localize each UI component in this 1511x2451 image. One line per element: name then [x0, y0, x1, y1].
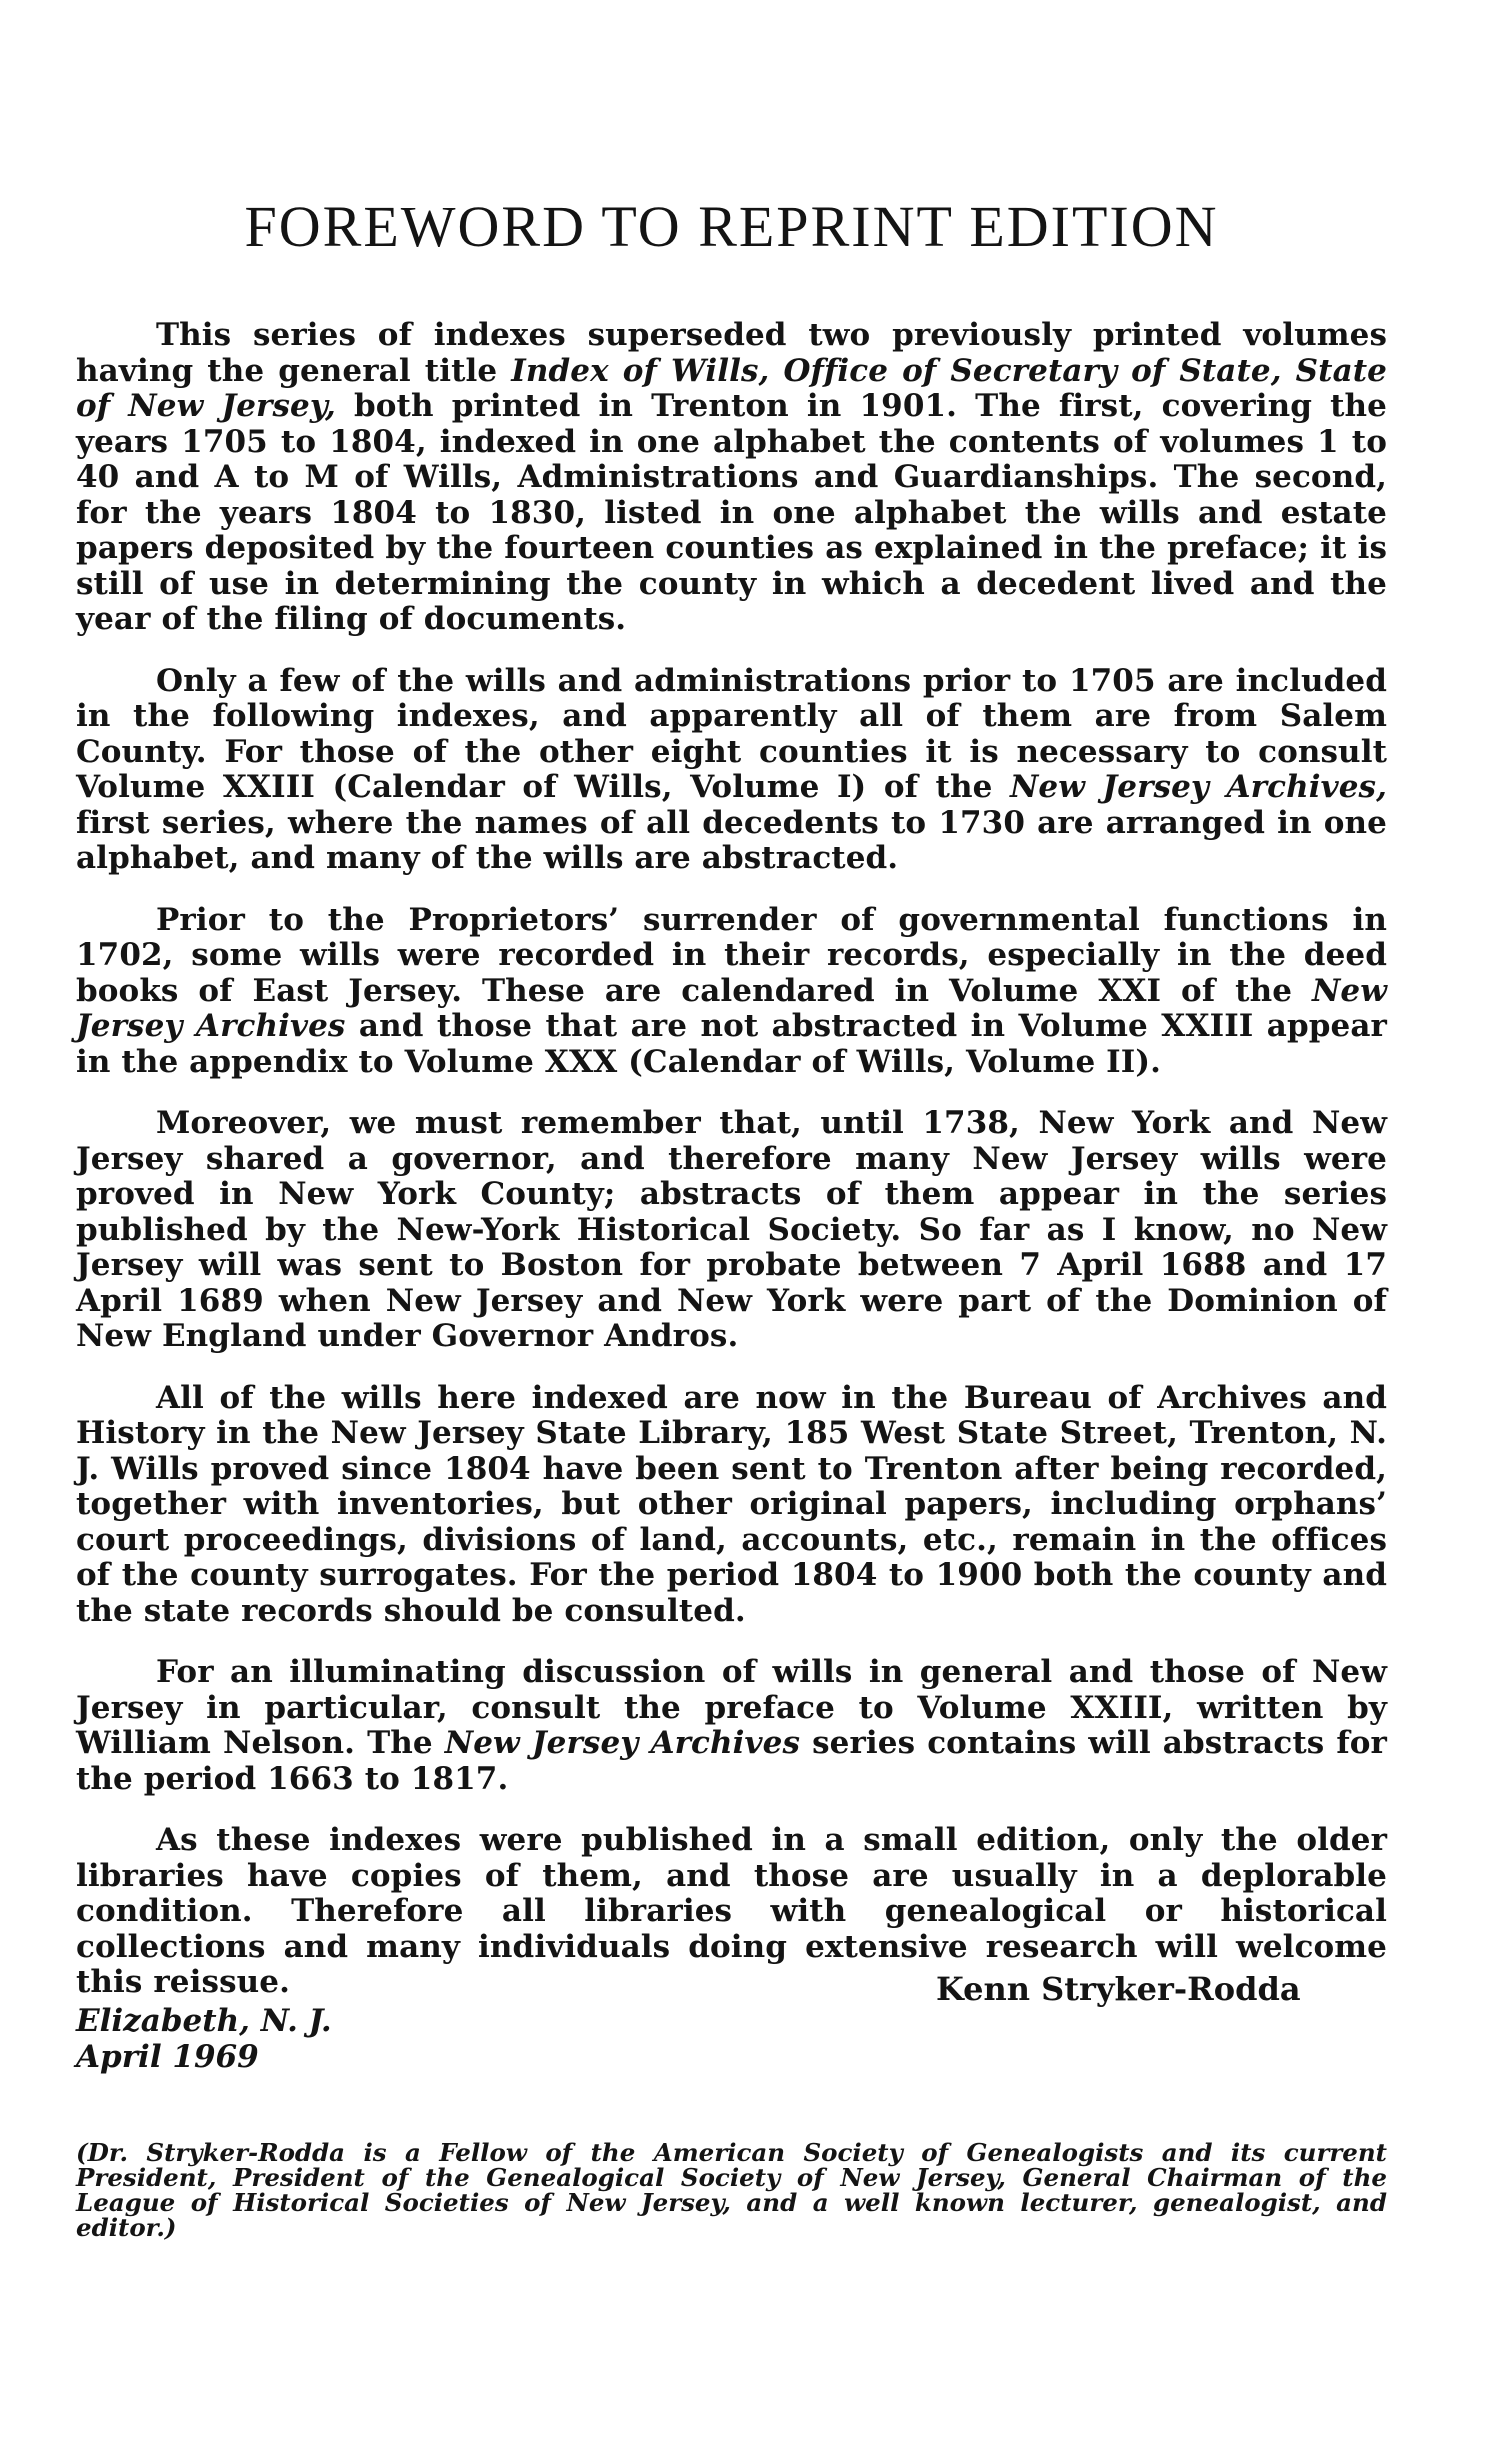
italic-title: New Jersey Archives [444, 1725, 801, 1761]
foreword-body [76, 318, 1387, 2027]
date-line: April 1969 [76, 2039, 259, 2075]
paragraph-1: This series of indexes superseded two previously printed volumes having the general title Index of Wills, Office of Secretary of State, State of New Jersey, both printed in Trenton in 1901. The first, covering the years 1705 to 1804, indexed in one alphabet the contents of volumes 1 to 40 and A to M of Wills, Administrations and Guardianships. The second, for the years 1804 to 1830, listed in one alphabet the wills and estate papers deposited by the fourteen counties as explained in the preface; it is still of use in determining the county in which a decedent lived and the year of the filing of documents. [76, 317, 1387, 637]
paragraph-3: Prior to the Proprietors’ surrender of governmental functions in 1702, some wills were recorded in their records, especially in the deed books of East Jersey. These are calendared in Volume XXI of the New Jersey Archives and those that are not abstracted in Volume XXIII appear in the appendix to Volume XXX (Calendar of Wills, Volume II). [76, 901, 1387, 1080]
author-note: (Dr. Stryker-Rodda is a Fellow of the American Society of Genealogists and its current President, President of the Genealogical Society of New Jersey, General Chairman of the League of Historical Societies of New Jersey, and a well known lecturer, genealogist, and editor.) [76, 2138, 1387, 2242]
italic-title: New Jersey Archives, [1009, 769, 1387, 805]
author-signature: Kenn Stryker-Rodda [936, 1970, 1301, 2008]
paragraph-6: For an illuminating discussion of wills in general and those of New Jersey in particular, consult the preface to Volume XXIII, written by William Nelson. The New Jersey Archives series contains will abstracts for the period 1663 to 1817. [76, 1654, 1387, 1797]
paragraph-5: All of the wills here indexed are now in the Bureau of Archives and History in the New Jersey State Library, 185 West State Street, Trenton, N. J. Wills proved since 1804 have been sent to Trenton after being recorded, together with inventories, but other original papers, including orphans’ court proceedings, divisions of land, accounts, etc., remain in the offices of the county surrogates. For the period 1804 to 1900 both the county and the state records should be consulted. [76, 1379, 1387, 1629]
place-line: Elizabeth, N. J. [76, 2003, 332, 2039]
italic-title: New Jersey Archives [76, 972, 1387, 1044]
place-date-block [76, 2003, 332, 2075]
paragraph-2: Only a few of the wills and administrations prior to 1705 are included in the following indexes, and apparently all of them are from Salem County. For those of the other eight counties it is necessary to consult Volume XXIII (Calendar of Wills, Volume I) of the New Jersey Archives, first series, where the names of all decedents to 1730 are arranged in one alphabet, and many of the wills are abstracted. [76, 662, 1387, 876]
italic-title: Index of Wills, Office of Secretary of State, State of New Jersey, [76, 352, 1387, 424]
paragraph-7: As these indexes were published in a small edition, only the older libraries have copies of them, and those are usually in a deplorable condition. Therefore all libraries with genealogical or historical collections and many individuals doing extensive research will welcome this reissue. [76, 1822, 1387, 2000]
page-title: FOREWORD TO REPRINT EDITION [244, 194, 1219, 259]
paragraph-4: Moreover, we must remember that, until 1738, New York and New Jersey shared a governor, and therefore many New Jersey wills were proved in New York County; abstracts of them appear in the series published by the New-York Historical Society. So far as I know, no New Jersey will was sent to Boston for probate between 7 April 1688 and 17 April 1689 when New Jersey and New York were part of the Dominion of New England under Governor Andros. [76, 1105, 1387, 1354]
